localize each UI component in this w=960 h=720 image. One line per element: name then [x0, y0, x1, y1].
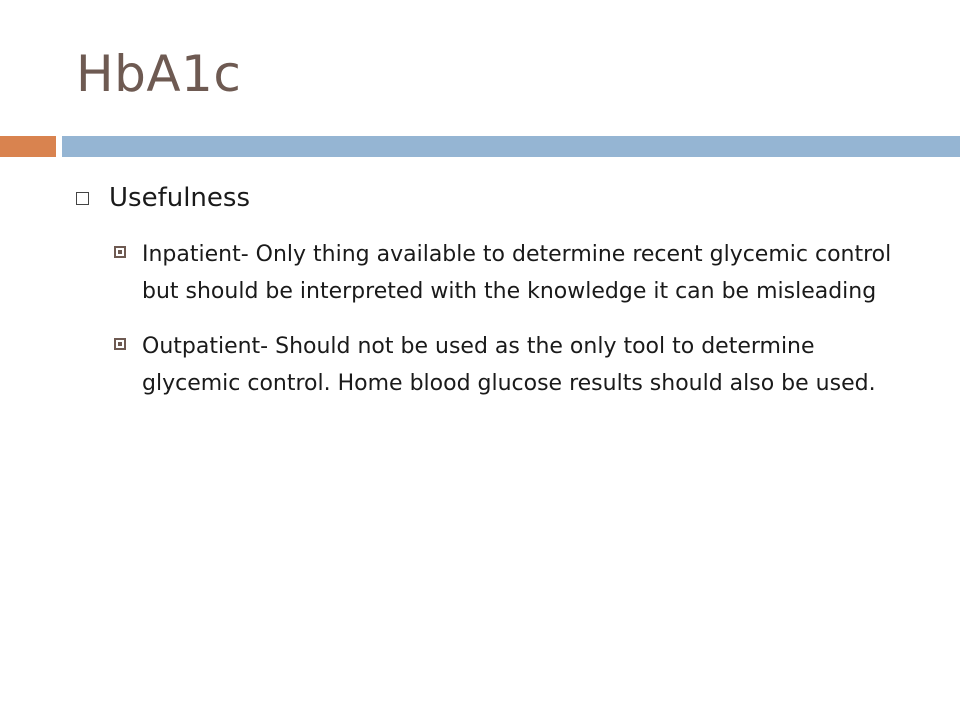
- sub-bullet-list: [114, 236, 894, 420]
- sub-bullet-inpatient-text: Inpatient- Only thing available to determine recent glycemic control but should be interpreted with the knowledge it can be misleading: [142, 242, 892, 304]
- bullet-usefulness-text: Usefulness: [109, 183, 250, 213]
- sub-bullet-outpatient: [114, 328, 894, 402]
- sub-bullet-inpatient: [114, 236, 894, 310]
- framed-square-icon: [114, 246, 126, 258]
- framed-square-icon: [114, 338, 126, 350]
- slide-title: HbA1c: [76, 45, 242, 103]
- accent-bar-blue: [62, 136, 960, 157]
- sub-bullet-outpatient-text: Outpatient- Should not be used as the only tool to determine glycemic control. Home blood glucose results should also be used.: [142, 334, 876, 396]
- accent-bar-orange: [0, 136, 56, 157]
- hollow-square-icon: [76, 192, 89, 205]
- bullet-usefulness: [76, 180, 896, 216]
